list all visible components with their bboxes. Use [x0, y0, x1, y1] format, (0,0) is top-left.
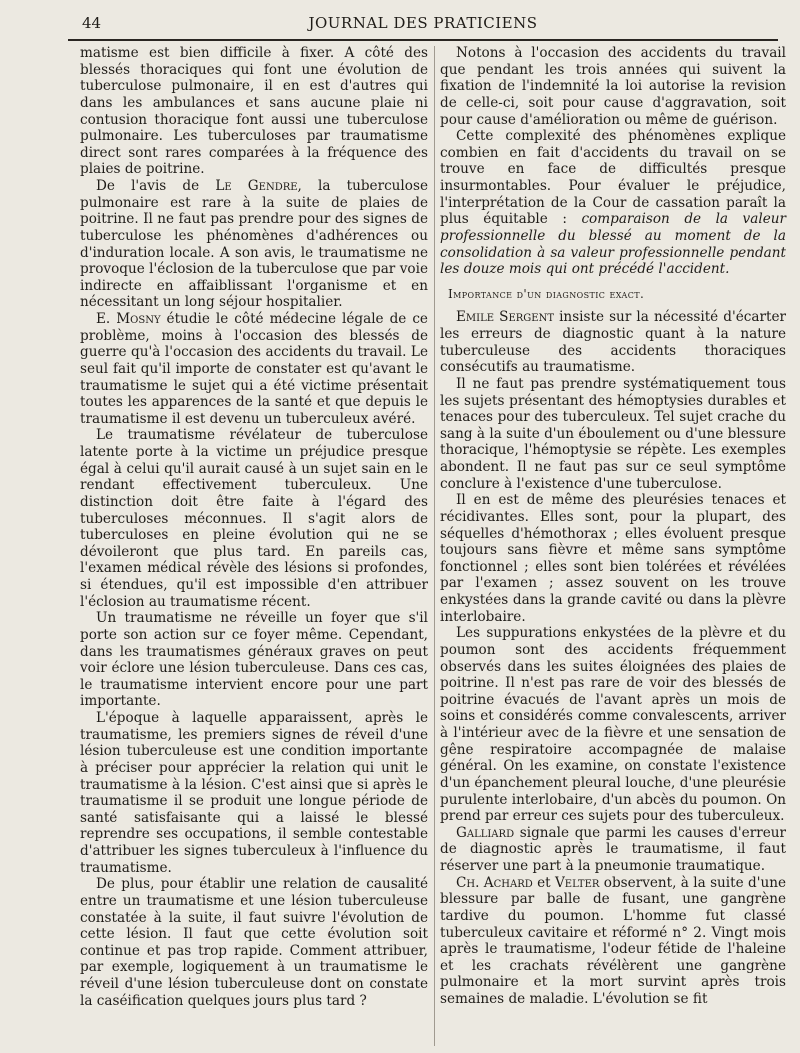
paragraph-text: De l'avis de — [96, 178, 216, 194]
author-name: Velter — [554, 874, 600, 891]
left-column — [80, 45, 428, 1009]
author-name: Galliard — [456, 824, 515, 841]
paragraph: Notons à l'occasion des accidents du travail que pendant les trois années qui suivent la fixation de l'indemnité la loi autorise la revision de celle-ci, soit pour cause d'aggravation, soit pour cause d'amélioration ou même de guérison. — [440, 45, 786, 128]
paragraph: matisme est bien difficile à fixer. A côté des blessés thoraciques qui font une évolution de tuberculose pulmonaire, il en est d'autres qui dans les ambulances et sans aucune plaie ni contusion thoracique font aussi une tuberculose pulmonaire. Les tuberculoses par traumatisme direct sont rares comparées à la fréquence des plaies de poitrine. — [80, 45, 428, 178]
author-name: Le Gendre — [215, 178, 298, 194]
italic-quote: comparaison de la valeur professionnelle du blessé au moment de la consolidation à sa valeur professionnelle pendant les douze mois qui ont précédé l'accident. — [440, 211, 786, 278]
paragraph-text: E. — [96, 311, 117, 327]
paragraph-text: observent, à la suite d'une blessure par balle de fusant, une gangrène tardive du poumon. L'homme fut classé tuberculeux cavitaire et réformé n° 2. Vingt mois après le traumatisme, l'odeur fétide de l'haleine et les crachats révélèrent une gangrène pulmonaire et la mort survint après trois semaines de maladie. L'évolution se fit — [440, 874, 786, 1007]
paragraph: Il ne faut pas prendre systématiquement tous les sujets présentant des hémoptysies durables et tenaces pour des tuberculeux. Tel sujet crache du sang à la suite d'un éboulement ou d'une blessure thoracique, l'hémoptysie se répète. Les exemples abondent. Il ne faut pas sur ce seul symptôme conclure à l'existence d'une tuberculose. — [440, 375, 786, 492]
author-name: Emile Sergent — [456, 309, 554, 326]
paragraph — [80, 311, 428, 427]
section-heading: Importance d'un diagnostic exact. — [448, 286, 645, 301]
paragraph — [440, 825, 786, 875]
paragraph-text: , la tuberculose pulmonaire est rare à la suite de plaies de poitrine. Il ne faut pas prendre pour des signes de tuberculose les phénomènes d'adhérences ou d'induration locale. A son avis, le traumatisme ne provoque l'éclosion de la tuberculose que par voie indirecte en affaiblissant l'organisme et en nécessitant un long séjour hospitalier. — [80, 178, 428, 311]
paragraph — [440, 309, 786, 376]
paragraph-text: insiste sur la nécessité d'écarter les erreurs de diagnostic quant à la nature tuberculeuse des accidents thoraciques consécutifs au traumatisme. — [440, 309, 786, 376]
paragraph-text: signale que parmi les causes d'erreur de diagnostic après le traumatisme, il faut réserver une part à la pneumonie traumatique. — [440, 824, 786, 874]
page-header — [68, 6, 778, 36]
column-divider — [434, 46, 435, 1046]
page-number: 44 — [82, 14, 102, 32]
author-name: Mosny — [116, 311, 161, 327]
author-name: Ch. Achard — [456, 874, 533, 891]
paragraph: Les suppurations enkystées de la plèvre et du poumon sont des accidents fréquemment observés dans les suites éloignées des plaies de poitrine. Il n'est pas rare de voir des blessés de poitrine évacués de l'avant après un mois de soins et considérés comme convalescents, arriver à l'intérieur avec de la fièvre et une sensation de gêne respiratoire accompagnée de malaise général. On les examine, on constate l'existence d'un épanchement pleural louche, d'une pleurésie purulente interlobaire, d'un abcès du poumon. On prend par erreur ces sujets pour des tuberculeux. — [440, 625, 786, 825]
paragraph: De plus, pour établir une relation de causalité entre un traumatisme et une lésion tuberculeuse constatée à la suite, il faut suivre l'évolution de cette lésion. Il faut que cette évolution soit continue et pas trop rapide. Comment attribuer, par exemple, logiquement à un traumatisme le réveil d'une lésion tuberculeuse dont on constate la caséification quelques jours plus tard ? — [80, 876, 428, 1009]
paragraph: Le traumatisme révélateur de tuberculose latente porte à la victime un préjudice presque égal à celui qu'il aurait causé à un sujet sain en le rendant effectivement tuberculeux. Une distinction doit être faite à l'égard des tuberculoses méconnues. Il s'agit alors de tuberculoses en pleine évolution qui ne se dévoileront que plus tard. En pareils cas, l'examen médical révèle des lésions si profondes, si étendues, qu'il est impossible d'en attribuer l'éclosion au traumatisme récent. — [80, 427, 428, 610]
paragraph-text: et — [532, 874, 555, 891]
paragraph: L'époque à laquelle apparaissent, après le traumatisme, les premiers signes de réveil d'une lésion tuberculeuse est une condition importante à préciser pour apprécier la relation qui unit le traumatisme à la lésion. C'est ainsi que si après le traumatisme il se produit une longue période de santé satisfaisante qui a laissé le blessé reprendre ses occupations, il semble contestable d'attribuer les signes tuberculeux à l'influence du traumatisme. — [80, 710, 428, 876]
paragraph — [440, 128, 786, 278]
paragraph-text: Cette complexité des phénomènes explique combien en fait d'accidents du travail on se trouve en face de difficultés presque insurmontables. Pour évaluer le préjudice, l'interprétation de la Cour de cassation paraît la plus équitable : — [440, 128, 786, 228]
paragraph — [440, 875, 786, 1008]
paragraph: Il en est de même des pleurésies tenaces et récidivantes. Elles sont, pour la plupart, des séquelles d'hémothorax ; elles évoluent presque toujours sans fièvre et même sans symptôme fonctionnel ; elles sont bien tolérées et révélées par l'examen ; assez souvent on les trouve enkystées dans la grande cavité ou dans la plèvre interlobaire. — [440, 492, 786, 625]
running-title: JOURNAL DES PRATICIENS — [308, 14, 538, 32]
paragraph: Un traumatisme ne réveille un foyer que s'il porte son action sur ce foyer même. Cependant, dans les traumatismes généraux graves on peut voir éclore une lésion tuberculeuse. Dans ces cas, le traumatisme intervient encore pour une part importante. — [80, 610, 428, 710]
paragraph-text: étudie le côté médecine légale de ce problème, moins à l'occasion des blessés de guerre qu'à l'occasion des accidents du travail. Le seul fait qu'il importe de constater est qu'avant le traumatisme le sujet qui a été victime présentait toutes les apparences de la santé et que depuis le traumatisme il est devenu un tuberculeux avéré. — [80, 311, 428, 427]
paragraph — [80, 178, 428, 311]
header-rule — [68, 39, 778, 41]
right-column — [440, 45, 786, 1008]
